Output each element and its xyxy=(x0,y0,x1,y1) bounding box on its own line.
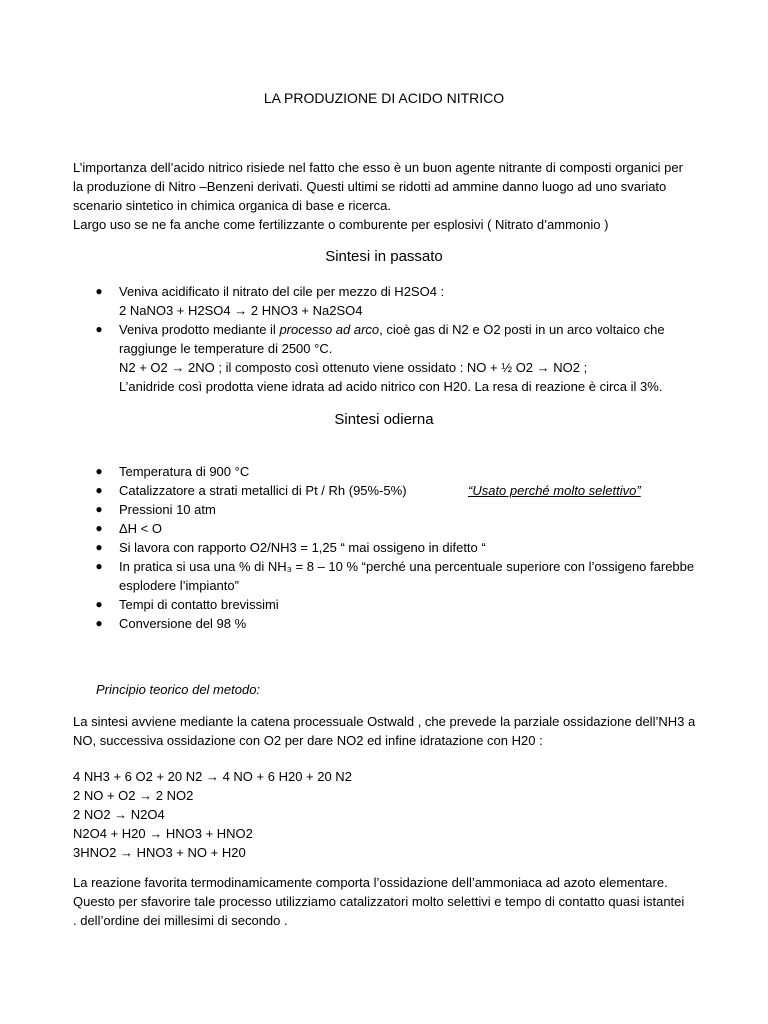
section-heading-today: Sintesi odierna xyxy=(334,411,434,428)
list-item-text: Conversione del 98 % xyxy=(119,616,247,631)
list-item-text: Catalizzatore a strati metallici di Pt / Rh (95%-5%) xyxy=(119,483,407,498)
intro-line: la produzione di Nitro –Benzeni derivati. Questi ultimi se ridotti ad ammine danno luogo ad uno svariato xyxy=(73,179,667,194)
catalyst-note: “Usato perché molto selettivo” xyxy=(468,483,641,498)
intro-line: scenario sintetico in chimica organica di base e ricerca. xyxy=(73,198,391,213)
bullet-icon: ● xyxy=(95,502,103,516)
list-item-text: N2 + O2 → 2NO ; il composto così ottenuto viene ossidato : NO + ½ O2 → NO2 ; xyxy=(119,360,588,375)
section-heading-past: Sintesi in passato xyxy=(325,248,443,265)
paragraph-line: NO, successiva ossidazione con O2 per dare NO2 ed infine idratazione con H20 : xyxy=(73,733,543,748)
past-synthesis-list xyxy=(0,282,768,396)
list-item-text: raggiunge le temperature di 2500 °C. xyxy=(119,341,333,356)
today-synthesis-list xyxy=(0,462,768,633)
intro-paragraph xyxy=(73,158,713,234)
principle-heading: Principio teorico del metodo: xyxy=(96,682,261,697)
list-item-text: Veniva prodotto mediante il processo ad arco, cioè gas di N2 e O2 posti in un arco voltaico che xyxy=(119,322,665,337)
bullet-icon: ● xyxy=(95,284,103,298)
conclusion-paragraph xyxy=(73,873,713,930)
list-item-text: L’anidride così prodotta viene idrata ad acido nitrico con H20. La resa di reazione è circa il 3%. xyxy=(119,379,663,394)
paragraph-line: Questo per sfavorire tale processo utilizziamo catalizzatori molto selettivi e tempo di contatto quasi istantei xyxy=(73,894,685,909)
list-item-text: Temperatura di 900 °C xyxy=(119,464,250,479)
equation-line: 4 NH3 + 6 O2 + 20 N2 → 4 NO + 6 H20 + 20 N2 xyxy=(73,769,352,784)
bullet-icon: ● xyxy=(95,597,103,611)
paragraph-line: . dell’ordine dei millesimi di secondo . xyxy=(73,913,288,928)
intro-line: L’importanza dell’acido nitrico risiede nel fatto che esso è un buon agente nitrante di composti organici per xyxy=(73,160,683,175)
list-item-text: 2 NaNO3 + H2SO4 → 2 HNO3 + Na2SO4 xyxy=(119,303,363,318)
list-item xyxy=(0,557,768,595)
equation-line: N2O4 + H20 → HNO3 + HNO2 xyxy=(73,826,253,841)
list-item xyxy=(0,282,768,320)
bullet-icon: ● xyxy=(95,464,103,478)
list-item xyxy=(0,481,768,500)
paragraph-line: La sintesi avviene mediante la catena processuale Ostwald , che prevede la parziale ossidazione dell’NH3 a xyxy=(73,714,696,729)
list-item-text: In pratica si usa una % di NH₃ = 8 – 10 % “perché una percentuale superiore con l’ossigeno farebbe xyxy=(119,559,695,574)
list-item xyxy=(0,519,768,538)
bullet-icon: ● xyxy=(95,616,103,630)
bullet-icon: ● xyxy=(95,483,103,497)
list-item-text: Tempi di contatto brevissimi xyxy=(119,597,279,612)
document-title: LA PRODUZIONE DI ACIDO NITRICO xyxy=(263,90,505,106)
reaction-equations xyxy=(73,767,352,862)
list-item xyxy=(0,595,768,614)
bullet-icon: ● xyxy=(95,521,103,535)
list-item xyxy=(0,614,768,633)
paragraph-line: La reazione favorita termodinamicamente comporta l’ossidazione dell’ammoniaca ad azoto elementare. xyxy=(73,875,668,890)
intro-line: Largo uso se ne fa anche come fertilizzante o comburente per esplosivi ( Nitrato d’ammonio ) xyxy=(73,217,609,232)
bullet-icon: ● xyxy=(95,559,103,573)
list-item-text: esplodere l’impianto” xyxy=(119,578,239,593)
equation-line: 2 NO + O2 → 2 NO2 xyxy=(73,788,194,803)
list-item-text: ΔH < O xyxy=(119,521,162,536)
list-item xyxy=(0,320,768,396)
bullet-icon: ● xyxy=(95,322,103,336)
list-item xyxy=(0,462,768,481)
list-item xyxy=(0,500,768,519)
list-item-text: Pressioni 10 atm xyxy=(119,502,216,517)
list-item-text: Veniva acidificato il nitrato del cile per mezzo di H2SO4 : xyxy=(119,284,445,299)
equation-line: 2 NO2 → N2O4 xyxy=(73,807,165,822)
equation-line: 3HNO2 → HNO3 + NO + H20 xyxy=(73,845,246,860)
list-item-text: Si lavora con rapporto O2/NH3 = 1,25 “ mai ossigeno in difetto “ xyxy=(119,540,486,555)
bullet-icon: ● xyxy=(95,540,103,554)
list-item xyxy=(0,538,768,557)
principle-paragraph xyxy=(73,712,713,750)
